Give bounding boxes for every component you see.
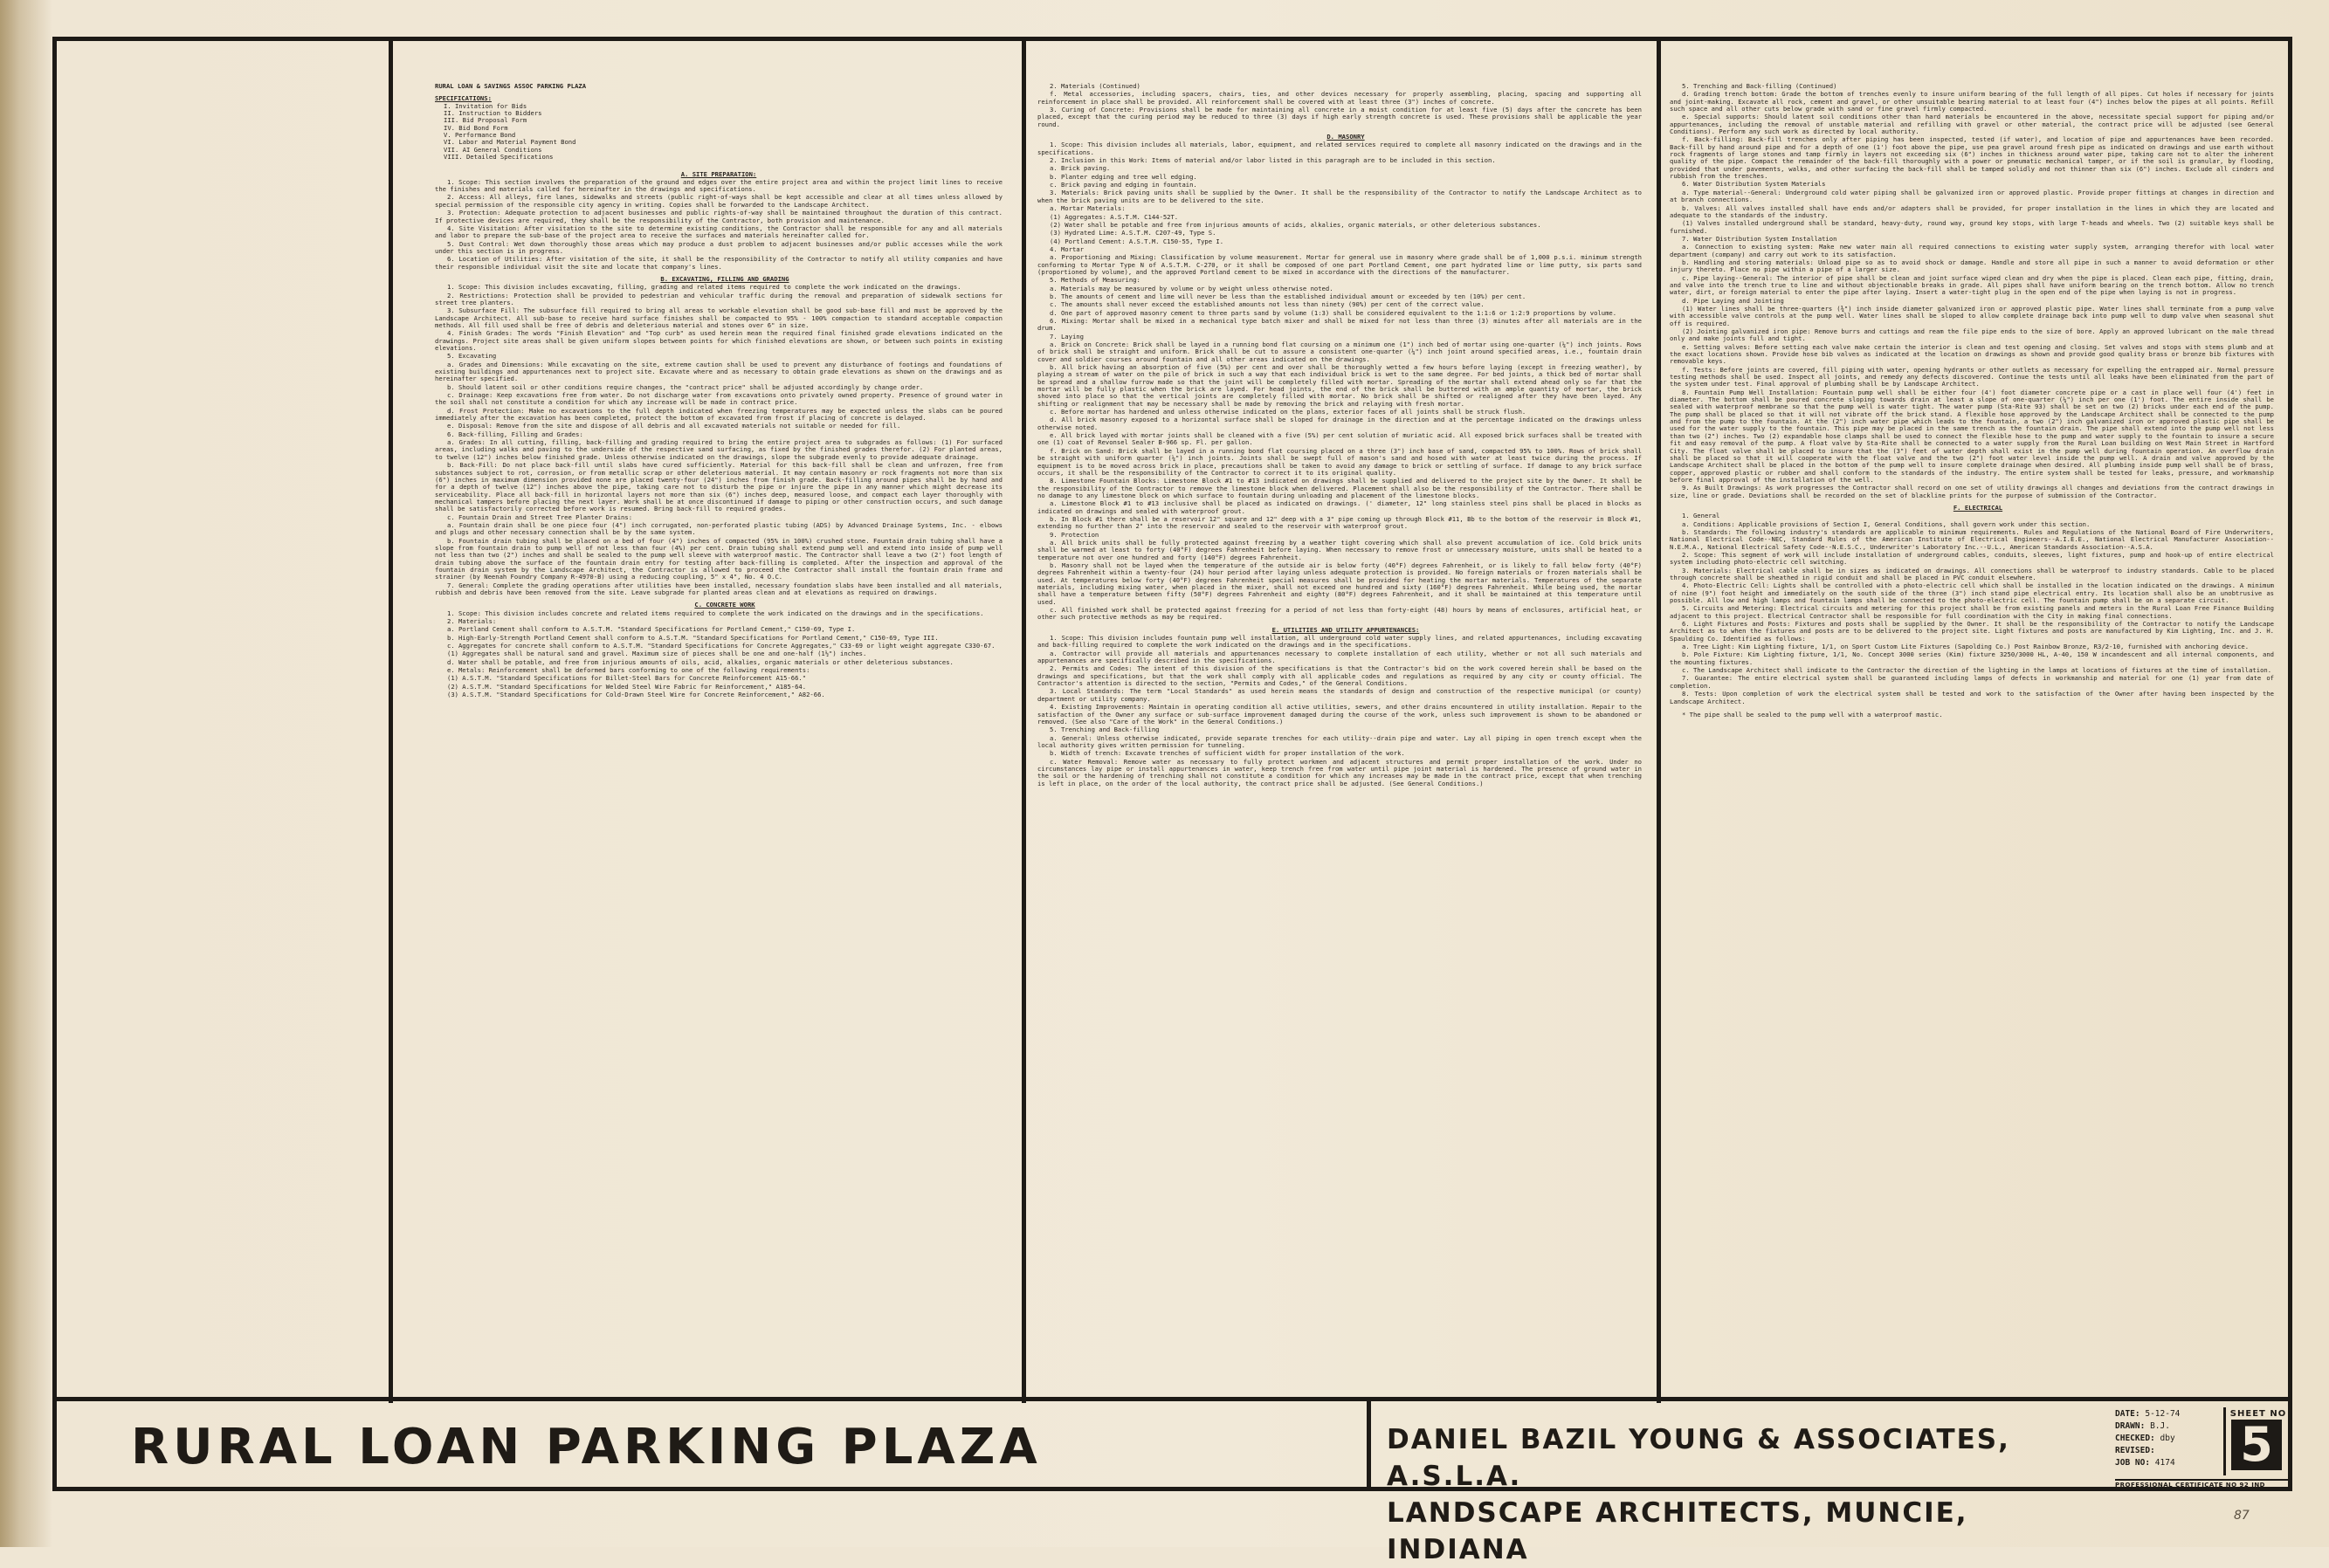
spec-paragraph: b. Back-Fill: Do not place back-fill until slabs have cured sufficiently. Material for this back-fill shall be clean and unfrozen, free from substances subject to rot, corrosion, or from metallic scrap or other deleterious material. It may contain masonry or rock fragments not more than six (6") inches in maximum dimension provided none are placed twenty-four (24") inches from finish grade. Back-filling around pipes shall be by hand and for a depth of twelve (12") inches above the pipe, taking care not to disturb the pipe or injure the pipe in any manner which might decrease its serviceability. Place all back-fill in horizontal layers not more than six (6") inches deep, measured loose, and compact each layer thoroughly with mechanical tampers before placing the next layer. Work shall be at once discontinued if damage to piping or other construction occurs, and such damage shall be satisfactorily corrected before work is resumed. Bring back-fill to required grades. <box>435 461 1003 513</box>
spec-index-list <box>435 103 1003 162</box>
spec-paragraph: b. Standards: The following industry's standards are applicable to minimum requirements. Rules and Regulations of the National Board of Fire Underwriters, National Electrical Code--NEC, Standard Rules of the American Institute of Electrical Engineers--A.I.E.E., National Electrical Manufacturer Association--N.E.M.A., National Electrical Safety Code--N.E.S.C., Underwriter's Laboratory Inc.--U.L., American Standards Association--A.S.A. <box>1670 527 2274 551</box>
spec-paragraph: (3) A.S.T.M. "Standard Specifications for Cold-Drawn Steel Wire for Concrete Reinforcement," A82-66. <box>447 691 825 699</box>
spec-body <box>435 179 1003 699</box>
spec-paragraph: C. CONCRETE WORK <box>694 601 755 609</box>
spec-paragraph: (4) Portland Cement: A.S.T.M. C150-55, Type I. <box>1050 237 1224 245</box>
spec-paragraph: d. Frost Protection: Make no excavations to the full depth indicated when freezing temperatures may be expected unless the slabs can be poured immediately after the excavation has been completed, protect the bottom of excavated from frost if placing of concrete is delayed. <box>435 406 1003 423</box>
spec-paragraph: a. Limestone Block #1 to #13 inclusive shall be placed as indicated on drawings. (' diameter, 12" long stainless steel pins shall be placed in blocks as indicated on drawings and sealed with waterproof grout. <box>1037 499 1642 515</box>
spec-paragraph: 3. Local Standards: The term "Local Standards" as used herein means the standards of design and construction of the respective municipal (or county) department or utility company. <box>1037 687 1642 703</box>
spec-paragraph: (2) Jointing galvanized iron pipe: Remove burrs and cuttings and ream the file pipe ends to the size of bore. Apply an approved lubricant on the male thread only and make joints full and tight. <box>1670 327 2274 343</box>
spec-paragraph: b. In Block #1 there shall be a reservoir 12" square and 12" deep with a 3" pipe coming up through Block #11, Bb to the bottom of the reservoir in Block #1, extending no further than 2" into the reservoir and sealed to the reservoir with waterproof grout. <box>1037 514 1642 531</box>
spec-paragraph: a. Brick paving. <box>1050 164 1111 173</box>
firm-name <box>1387 1421 2103 1568</box>
spec-paragraph: (1) Aggregates: A.S.T.M. C144-52T. <box>1050 212 1179 221</box>
spec-paragraph: (3) Hydrated Lime: A.S.T.M. C207-49, Type S. <box>1050 229 1216 237</box>
spec-paragraph: b. Width of trench: Excavate trenches of sufficient width for proper installation of the work. <box>1050 749 1405 758</box>
spec-paragraph: e. All brick layed with mortar joints shall be cleaned with a five (5%) per cent solution of muriatic acid. All exposed brick surfaces shall be treated with one (1) coat of Revonsel Sealer B-966 sp. Fl. per gallon. <box>1037 431 1642 447</box>
spec-paragraph: f. Brick on Sand: Brick shall be layed in a running bond flat coursing placed on a three (3") inch base of sand, compacted 95% to 100%. Rows of brick shall be straight with uniform quarter (¼") inch joints. Joints shall be swept full of mason's sand and hosed with water at least twice during the process. If equipment is to be moved across brick in place, precautions shall be taken to avoid any damage to brick or settling of surface. If damage to any brick surface occurs, it shall be the responsibility of the Contractor to correct it to its original quality. <box>1037 446 1642 477</box>
spec-paragraph: F. ELECTRICAL <box>1953 503 2003 512</box>
spec-paragraph: d. Grading trench bottom: Grade the bottom of trenches evenly to insure uniform bearing of the full length of all pipes. Cut holes if necessary for joints and joint-making. Excavate all rock, cement and gravel, or other unsuitable bearing material to at least four (4") inches below the pipes at all points. Refill such space and all other cuts below grade with sand or fine gravel firmly compacted. <box>1670 90 2274 113</box>
spec-paragraph: 4. Photo-Electric Cell: Lights shall be controlled with a photo-electric cell which shall be installed in the location indicated on the drawings. A minimum of nine (9") foot height and immediately on the south side of the three (3") inch stand pipe electrical entry. Its location shall also be an unobtrusive as possible. All low and high lamps and fountain lamps shall be connected to the photo-electric cell. The fountain pump shall be on a separate circuit. <box>1670 581 2274 605</box>
spec-paragraph: f. Back-filling: Back-fill trenches only after piping has been inspected, tested (if water), and location of pipe and appurtenances have been recorded. Back-fill by hand around pipe and for a depth of one (1') foot above the pipe, use pea gravel around fresh pipe as indicated on drawings and use earth without rock fragments of large stones and tamp firmly in layers not exceeding six (6") inches in thickness around water pipe, taking care not to alter the inherent quality of the pipe. Compact the remainder of the back-fill thoroughly with a power or pneumatic mechanical tamper, or if the soil is granular, by flooding, provided that under pavements, walks, and other surfacing the back-fill shall be tamped solidly and not thinner than six (6") inches. Exclude all cinders and rubbish from the trenches. <box>1670 135 2274 181</box>
spec-body <box>1037 83 1642 787</box>
revised-label: REVISED: <box>2115 1446 2155 1455</box>
spec-paragraph: c. Water Removal: Remove water as necessary to fully protect workmen and adjacent structures and permit proper installation of the work. Under no circumstances lay pipe or install appurtenances in water, keep trench free from water until pipe joint material is hardened. The presence of ground water in the soil or the hardening of trenching shall not constitute a condition for which any increases may be made in the contract price, except that when trenching is left in place, on the order of the local authority, the contract price shall be adjusted. (See General Conditions.) <box>1037 757 1642 787</box>
spec-paragraph: 8. Tests: Upon completion of work the electrical system shall be tested and work to the satisfaction of the Owner after having been inspected by the Landscape Architect. <box>1670 690 2274 705</box>
spec-paragraph: b. Planter edging and tree well edging. <box>1050 172 1197 181</box>
spec-paragraph: b. Handling and storing materials: Unload pipe so as to avoid shock or damage. Handle and store all pipe in such a manner to avoid deformation or other injury thereto. Place no pipe within a pipe of a larger size. <box>1670 258 2274 274</box>
spec-paragraph: 5. Dust Control: Wet down thoroughly those areas which may produce a dust problem to adjacent businesses and/or public accesses while the work under this section is in progress. <box>435 239 1003 255</box>
spec-paragraph: e. Special supports: Should latent soil conditions other than hard materials be encountered in the above, necessitate special support for piping and/or appurtenances, including the removal of unstable material and refilling with gravel or other material, the contract price will be adjusted (see General Conditions). Perform any such work as directed by local authority. <box>1670 113 2274 136</box>
spec-paragraph: 5. Trenching and Back-filling <box>1050 726 1160 734</box>
spec-paragraph: a. Materials may be measured by volume or by weight unless otherwise noted. <box>1050 284 1333 292</box>
title-divider <box>1367 1401 1371 1491</box>
spec-paragraph: c. Before mortar has hardened and unless otherwise indicated on the plans, exterior faces of all joints shall be struck flush. <box>1050 408 1526 416</box>
spec-body <box>1670 83 2274 705</box>
index-item: VI. Labor and Material Payment Bond <box>444 138 576 147</box>
index-item: VII. AI General Conditions <box>444 145 542 154</box>
drawn-value: B.J. <box>2150 1421 2170 1431</box>
spec-paragraph: 2. Materials (Continued) <box>1050 83 1140 90</box>
index-item: II. Instruction to Bidders <box>444 109 542 118</box>
spec-paragraph: c. The amounts shall never exceed the established amounts not less than ninety (90%) per cent of the correct value. <box>1050 300 1485 309</box>
spec-paragraph: 2. Restrictions: Protection shall be provided to pedestrian and vehicular traffic during the removal and preparation of sidewalk sections for street tree planters. <box>435 291 1003 306</box>
spec-paragraph: 6. Water Distribution System Materials <box>1682 180 1826 189</box>
spec-paragraph: f. Tests: Before joints are covered, fill piping with water, opening hydrants or other outlets as necessary for expelling the entrapped air. Normal pressure testing methods shall be used. Inspect all joints, and remedy any defects discovered. Continue the tests until all leaks have been eliminated from the part of the system under test. Final approval of plumbing shall be by Landscape Architect. <box>1670 365 2274 389</box>
spec-paragraph: a. Connection to existing system: Make new water main all required connections to existing water supply system, arranging therefor with local water department (company) and carry out work to its satisfaction. <box>1670 243 2274 258</box>
spec-paragraph: 8. Limestone Fountain Blocks: Limestone Block #1 to #13 indicated on drawings shall be supplied and delivered to the project site by the Owner. It shall be the responsibility of the Contractor to remove the limestone block when delivered. Placement shall also be the responsibility of the Contractor. There shall be no damage to any limestone block on which surface to fountain during unloading and placement of the limestone blocks. <box>1037 477 1642 499</box>
spec-paragraph: 5. Circuits and Metering: Electrical circuits and metering for this project shall be from existing panels and meters in the Rural Loan Free Finance Building adjacent to this project. Electrical Contractor shall be responsible for full coordination with the City in making final connections. <box>1670 604 2274 620</box>
date-value: 5-12-74 <box>2145 1409 2181 1419</box>
spec-paragraph: a. General: Unless otherwise indicated, provide separate trenches for each utility--drain pipe and water. Lay all piping in open trench except when the local authority gives written permission for tunneling. <box>1037 733 1642 749</box>
spec-paragraph: (1) A.S.T.M. "Standard Specifications for Billet-Steel Bars for Concrete Reinforcement A15-66." <box>447 674 807 683</box>
specifications-column-3 <box>1670 83 2274 1393</box>
spec-paragraph: 7. Water Distribution System Installation <box>1682 234 1837 243</box>
spec-paragraph: e. Metals: Reinforcement shall be deformed bars conforming to one of the following requirements: <box>447 666 810 675</box>
spec-paragraph: (1) Valves installed underground shall be standard, heavy-duty, round way, ground key stops, with large T-heads and wheels. Two (2) suitable keys shall be furnished. <box>1670 219 2274 235</box>
spec-paragraph: a. Contractor will provide all materials and appurtenances necessary to complete installation of each utility, whether or not all such materials and appurtenances are specifically described in the specifications. <box>1037 649 1642 665</box>
spec-paragraph: a. Fountain drain shall be one piece four (4") inch corrugated, non-perforated plastic tubing (ADS) by Advanced Drainage Systems, Inc. - elbows and plugs and other necessary connection shall be by the same system. <box>435 520 1003 537</box>
footnote: * The pipe shall be sealed to the pump well with a waterproof mastic. <box>1682 710 1943 719</box>
spec-paragraph: b. Pole Fixture: Kim Lighting fixture, 1/1, No. Concept 3000 series (Kim) fixture 3250/3000 HL, A-40, 150 W incandescent and all internal components, and the mounting fixtures. <box>1670 650 2274 666</box>
checked-label: CHECKED: <box>2115 1434 2155 1443</box>
spec-paragraph: 4. Existing Improvements: Maintain in operating condition all active utilities, sewers, and other drains encountered in utility installation. Repair to the satisfaction of the Owner any surface or sub-surface improvement damaged during the course of the work, unless such improvement is shown to be abandoned or removed. (See also "Care of the Work" in the General Conditions.) <box>1037 703 1642 726</box>
spec-paragraph: 2. Inclusion in this Work: Items of material and/or labor listed in this paragraph are to be included in this section. <box>1050 156 1496 165</box>
spec-paragraph: 2. Materials: <box>447 617 497 626</box>
spec-paragraph: 1. Scope: This division includes all materials, labor, equipment, and related services required to complete all masonry indicated on the drawings and in the specifications. <box>1037 141 1642 156</box>
spec-paragraph: a. Tree Light: Kim Lighting fixture, 1/1, on Sport Custom Lite Fixtures (Sapolding Co.) Post Rainbow Bronze, R3/2-10, furnished with anchoring device. <box>1682 643 2250 651</box>
spec-paragraph: 7. Guarantee: The entire electrical system shall be guaranteed including lamps of defects in workmanship and material for one (1) year from date of completion. <box>1670 674 2274 690</box>
spec-paragraph: 1. Scope: This division includes fountain pump well installation, all underground cold water supply lines, and related appurtenances, including excavating and back-filling required to complete the work indicated on the drawings and in the specifications. <box>1037 634 1642 650</box>
spec-paragraph: c. Aggregates for concrete shall conform to A.S.T.M. "Standard Specifications for Concrete Aggregates," C33-69 or light weight aggregate C330-67. <box>447 642 996 650</box>
spec-paragraph: 9. As Built Drawings: As work progresses the Contractor shall record on one set of utility drawings all changes and deviations from the contract drawings in size, line or grade. Deviations shall be recorded on the set of blackline prints for the purpose of submission of the Contractor. <box>1670 484 2274 499</box>
firm-line-2: LANDSCAPE ARCHITECTS, MUNCIE, INDIANA <box>1387 1497 1968 1565</box>
index-item: III. Bid Proposal Form <box>444 116 527 125</box>
spec-paragraph: d. Water shall be potable, and free from injurious amounts of oils, acid, alkalies, organic materials or other deleterious substances. <box>447 657 954 666</box>
spec-paragraph: 3. Materials: Brick paving units shall be supplied by the Owner. It shall be the responsibility of the Contractor to notify the Landscape Architect as to when the brick paving units are to be delivered to the site. <box>1037 189 1642 204</box>
spec-paragraph: 4. Mortar <box>1050 244 1084 253</box>
spec-paragraph: 4. Finish Grades: The words "Finish Elevation" and "Top curb" as used herein mean the required final finished grade elevations indicated on the drawings. Project site areas shall be given uniform slopes between points for which finished elevations are shown, or between such points in existing elevations. <box>435 329 1003 352</box>
spec-paragraph: 9. Protection <box>1050 530 1099 539</box>
spec-paragraph: 3. Curing of Concrete: Provisions shall be made for maintaining all concrete in a moist condition for at least five (5) days after the concrete has been placed, except that the curing period may be reduced to three (3) days if high early strength concrete is used. These provisions shall be applicable the year round. <box>1037 106 1642 128</box>
spec-paragraph: a. Grades: In all cutting, filling, back-filling and grading required to bring the entire project area to subgrades as follows: (1) For surfaced areas, including walks and paving to the underside of the respective sand surfacing, as fixed by the finished grades therefor. (2) For planted areas, to twelve (12") inches below finished grade. Unless otherwise indicated on the drawings, slope the subgrade evenly to provide adequate drainage. <box>435 438 1003 461</box>
spec-paragraph: 4. Site Visitation: After visitation to the site to determine existing conditions, the Contractor shall be responsible for any and all materials and labor to prepare the sub-base of the project area to receive the surfaces and materials hereinafter called for. <box>435 224 1003 240</box>
specifications-column-1 <box>435 83 1003 1393</box>
spec-paragraph: b. High-Early-Strength Portland Cement shall conform to A.S.T.M. "Standard Specifications for Portland Cement," C150-69, Type III. <box>447 633 939 642</box>
spec-paragraph: 5. Trenching and Back-filling (Continued) <box>1682 83 1837 90</box>
paper-edge <box>0 0 52 1547</box>
spec-paragraph: 1. Scope: This division includes concrete and related items required to complete the work indicated on the drawings and in the specifications. <box>447 609 984 617</box>
registration-line: PROFESSIONAL CERTIFICATE NO 92 IND <box>2115 1479 2290 1489</box>
spec-paragraph: a. Portland Cement shall conform to A.S.T.M. "Standard Specifications for Portland Cement," C150-69, Type I. <box>447 625 856 634</box>
spec-paragraph: 6. Mixing: Mortar shall be mixed in a mechanical type batch mixer and shall be mixed for not less than three (3) minutes after all materials are in the drum. <box>1037 316 1642 333</box>
spec-paragraph: 6. Light Fixtures and Posts: Fixtures and posts shall be supplied by the Owner. It shall be the responsibility of the Contractor to notify the Landscape Architect as to when the fixtures and posts are to be delivered to the project site. Light fixtures and posts are manufactured by Kim Lighting, Inc. and J. H. Spaulding Co. Identified as follows: <box>1670 620 2274 643</box>
spec-paragraph: e. Disposal: Remove from the site and dispose of all debris and all excavated materials not suitable or needed for fill. <box>447 422 901 430</box>
firm-line-1: DANIEL BAZIL YOUNG & ASSOCIATES, A.S.L.A. <box>1387 1424 2010 1492</box>
spec-paragraph: d. One part of approved masonry cement to three parts sand by volume (1:3) shall be considered equivalent to the 1:1:6 or 1:2:9 proportions by volume. <box>1050 308 1617 317</box>
spec-paragraph: a. All brick units shall be fully protected against freezing by a weather tight covering which shall also prevent accumulation of ice. Cold brick units shall be warmed at least to forty (40°F) degrees Fahrenheit before laying. When necessary to remove frost or unnecessary moisture, units shall be heated to a temperature not over one hundred and forty (140°F) degrees Fahrenheit. <box>1037 538 1642 561</box>
spec-paragraph: (1) Water lines shall be three-quarters (¾") inch inside diameter galvanized iron or approved plastic pipe. Water lines shall terminate from a pump valve with accessible valve controls at the pump well. Water lines shall be sloped to allow complete drainage back into pump well to dump valve when seasonal shut off is required. <box>1670 304 2274 327</box>
spec-paragraph: d. Pipe Laying and Jointing <box>1682 296 1784 305</box>
specifications-column-2 <box>1037 83 1642 1393</box>
spec-paragraph: 2. Access: All alleys, fire lanes, sidewalks and streets (public right-of-ways shall be kept accessible and clear at all times unless allowed by special permission of the responsible city agency in writing. Copies shall be forwarded to the Landscape Architect. <box>435 193 1003 209</box>
spec-paragraph: (1) Aggregates shall be natural sand and gravel. Maximum size of pieces shall be one and one-half (1½") inches. <box>447 650 867 658</box>
column-divider <box>1657 37 1661 1403</box>
spec-paragraph: a. Conditions: Applicable provisions of Section I, General Conditions, shall govern work under this section. <box>1682 519 2091 528</box>
spec-paragraph: B. EXCAVATING, FILLING AND GRADING <box>660 274 789 283</box>
spec-paragraph: c. Fountain Drain and Street Tree Planter Drains: <box>447 512 633 521</box>
section-heading: A. SITE PREPARATION: <box>680 170 757 179</box>
spec-paragraph: 5. Methods of Measuring: <box>1050 276 1140 285</box>
spec-paragraph: 6. Back-filling, Filling and Grades: <box>447 430 583 438</box>
spec-paragraph: c. Drainage: Keep excavations free from water. Do not discharge water from excavations onto privately owned property. Presence of ground water in the soil shall not constitute a condition for which any increase will be made in contract price. <box>435 391 1003 407</box>
spec-paragraph: a. Type material--General: Underground cold water piping shall be galvanized iron or approved plastic. Provide proper fittings at changes in direction and at branch connections. <box>1670 188 2274 204</box>
spec-paragraph: 3. Materials: Electrical cable shall be in sizes as indicated on drawings. All connections shall be waterproof to industry standards. Cable to be placed through concrete shall be sheathed in rigid conduit and shall be placed in PVC conduit elsewhere. <box>1670 566 2274 581</box>
spec-label: SPECIFICATIONS: <box>435 94 492 103</box>
spec-paragraph: 5. Excavating <box>447 352 497 361</box>
spec-paragraph: 2. Scope: This segment of work will include installation of underground cables, conduits, sleeves, light fixtures, pump and hook-up of entire electrical system including photo-electric cell switching. <box>1670 550 2274 567</box>
spec-paragraph: a. Mortar Materials: <box>1050 204 1126 213</box>
spec-paragraph: b. All brick having an absorption of five (5%) per cent and over shall be thoroughly wetted a few hours before laying (except in freezing weather), by playing a stream of water on the pile of brick in such a way that each individual brick is wet to the same degree. For bed joints, a thick bed of mortar shall be spread and a shallow furrow made so that the joint will be completely filled with mortar. Spreading of the mortar shall extend ahead only so far that the mortar will be fully plastic when the brick are layed. For head joints, the end of the brick shall be buttered with an ample quantity of mortar, the brick shoved into place so that the vertical joints are completely filled with mortar. No brick shall be shifted or realigned after they have been layed. Any shifting or realignment that may be necessary shall be made by removing the brick and relaying with fresh mortar. <box>1037 363 1642 408</box>
spec-paragraph: (2) Water shall be potable and free from injurious amounts of acids, alkalies, organic materials, or other deleterious substances. <box>1050 220 1541 229</box>
spec-paragraph: (2) A.S.T.M. "Standard Specifications for Welded Steel Wire Fabric for Reinforcement," A185-64. <box>447 682 807 691</box>
sheet-number-box <box>2223 1407 2288 1475</box>
spec-paragraph: c. All finished work shall be protected against freezing for a period of not less than forty-eight (48) hours by means of enclosures, artificial heat, or other such protective methods as may be required. <box>1037 606 1642 622</box>
index-item: IV. Bid Bond Form <box>444 123 508 132</box>
spec-paragraph: 1. General <box>1682 512 1720 520</box>
spec-paragraph: D. MASONRY <box>1326 133 1365 141</box>
spec-heading: RURAL LOAN & SAVINGS ASSOC PARKING PLAZA <box>435 83 587 90</box>
spec-paragraph: c. Brick paving and edging in fountain. <box>1050 181 1197 189</box>
corner-note: 87 <box>2234 1509 2250 1523</box>
index-item: I. Invitation for Bids <box>444 101 527 110</box>
spec-paragraph: b. Valves: All valves installed shall have ends and/or adapters shall be provided, for proper installation in the lines in which they are located and adequate to the standards of the industry. <box>1670 203 2274 219</box>
drawn-label: DRAWN: <box>2115 1421 2146 1431</box>
index-item: VIII. Detailed Specifications <box>444 153 554 162</box>
spec-paragraph: 6. Location of Utilities: After visitation of the site, it shall be the responsibility of the Contractor to notify all utility companies and have their responsible individual visit the site and locate that company's lines. <box>435 255 1003 271</box>
spec-paragraph: 8. Fountain Pump Well Installation: Fountain pump well shall be either four (4') foot diameter concrete pipe or a cast in place well four (4') feet in diameter. The bottom shall be poured concrete sloping towards drain at least a slope of one-quarter (¼") inch per one (1') foot. The entire inside shall be sealed with waterproof membrane so that the pump well is water tight. The water pump (Sta-Rite 93) shall be set on two (2) bricks under each end of the pump. The pump shall be placed so that it will not vibrate off the brick stand. A flexible hose approved by the Landscape Architect shall be connected to the pump and from the pump to the fountain. At the (2") inch water pipe which leads to the fountain, a two (2") inch galvanized iron or approved plastic pipe shall be used for the water supply to the fountain. This pipe may be placed in the same trench as the fountain drain. The pipe shall extend into the pump well not less than two (2") inches. Two (2) expandable hose clamps shall be used to connect the flexible hose to the pump and water supply to the fountain to insure a secure fit and easy removal of the pump. A float valve by Sta-Rite shall be connected to a water supply from the Rural Loan building on West Main Street in Hartford City. The float valve shall be placed to insure that the (3") feet of water depth shall exist in the pump well during fountain operation. An overflow drain shall be placed so that it will cooperate with the float valve and the two (2") foot water level inside the pump well. A drain and valve approved by the Landscape Architect shall be placed in the bottom of the pump well to insure complete drainage when desired. All plumbing inside pump well shall be of brass, copper, approved plastic or rubber and shall conform to the standards of the industry. The entire system shall be tested for leaks, pressure, and workmanship before final approval of the installation of the well. <box>1670 388 2274 484</box>
spec-paragraph: 3. Subsurface Fill: The subsurface fill required to bring all areas to workable elevation shall be good sub-base fill and must be approved by the Landscape Architect. All sub-base to receive hard surface finishes shall be compacted to 95% - 100% compaction to standard acceptable compaction methods. All fill used shall be free of debris and deleterious material and stones over 6" in size. <box>435 306 1003 329</box>
spec-paragraph: 1. Scope: This section involves the preparation of the ground and edges over the entire project area and within the project limit lines to receive the finishes and materials called for hereinafter in the drawings and specifications. <box>435 177 1003 194</box>
sheet-number-label: SHEET NO <box>2229 1409 2287 1419</box>
spec-paragraph: E. UTILITIES AND UTILITY APPURTENANCES: <box>1271 625 1420 634</box>
date-label: DATE: <box>2115 1409 2140 1419</box>
spec-paragraph: b. The amounts of cement and lime will never be less than the established individual amount or exceeded by ten (10%) per cent. <box>1050 292 1526 300</box>
spec-paragraph: a. Brick on Concrete: Brick shall be layed in a running bond flat coursing on a minimum one (1") inch bed of mortar using one-quarter (¼") inch joints. Rows of brick shall be straight and uniform. Brick shall be cut to assure a consistent one-quarter (¼") inch joint around specified areas, i.e., fountain drain cover and soldier courses around fountain and all other areas indicated on the drawings. <box>1037 340 1642 363</box>
project-title: RURAL LOAN PARKING PLAZA <box>131 1419 1042 1475</box>
spec-paragraph: f. Metal accessories, including spacers, chairs, ties, and other devices necessary for properly assembling, placing, spacing and supporting all reinforcement in place shall be provided. All reinforcement shall be covered with at least three (3") inches of concrete. <box>1037 90 1642 106</box>
column-divider <box>1022 37 1026 1403</box>
column-divider <box>389 37 393 1403</box>
spec-paragraph: b. Masonry shall not be layed when the temperature of the outside air is below forty (40°F) degrees Fahrenheit, or is likely to fall below forty (40°F) degrees Fahrenheit within a twenty-four (24) hour period after laying unless adequate protection is provided. No foreign materials or frozen materials shall be used. At temperatures below forty (40°F) degrees Fahrenheit special measures shall be provided for heating the mortar materials. Temperatures of the separate materials, including mixing water, when placed in the mixer, shall not exceed one hundred and sixty (160°F) degrees Fahrenheit. While being used, the mortar shall have a temperature between fifty (50°F) degrees Fahrenheit and eighty (80°F) degrees Fahrenheit, and it shall be maintained at this temperature until used. <box>1037 560 1642 606</box>
spec-paragraph: c. The Landscape Architect shall indicate to the Contractor the direction of the lighting in the lamps at locations of fixtures at the time of installation. <box>1682 666 2272 675</box>
spec-paragraph: b. Fountain drain tubing shall be placed on a bed of four (4") inches of compacted (95% in 100%) crushed stone. Fountain drain tubing shall have a slope from fountain drain to pump well of not less than four (4%) per cent. Drain tubing shall extend pump well and extend into inside of pump well not less than two (2") inches and shall be sealed to the pump well sleeve with waterproof mastic. The Contractor shall leave a two (2') foot length of drain tubing above the surface of the fountain drain entry for testing after back-filling is completed. After the inspection and approval of the fountain drain system by the Landscape Architect, the Contractor is allowed to proceed the Contractor shall install the fountain drain frame and strainer (by Neenah Foundry Company R-4970-B) using a reducing coupling, 5" x 4", No. 4 O.C. <box>435 536 1003 581</box>
spec-paragraph: 7. General: Complete the grading operations after utilities have been installed, necessary foundation slabs have been installed and all materials, rubbish and debris have been removed from the site. Leave subgrade for planted areas clean and at elevations as required on drawings. <box>435 581 1003 596</box>
spec-paragraph: 2. Permits and Codes: The intent of this division of the specifications is that the Contractor's bid on the work covered herein shall be based on the drawings and specifications, but that the work shall comply with all applicable codes and regulations as required by any city or county official. The Contractor's attention is directed to the section, "Permits and Codes," of the General Conditions. <box>1037 664 1642 688</box>
spec-paragraph: c. Pipe laying--General: The interior of pipe shall be clean and joint surface wiped clean and dry when the pipe is placed. Clean each pipe, fitting, drain, and valve into the trench true to line and without objectionable breaks in grade. All pipes shall have uniform bearing on the trench bottom. Allow no trench water, dirt, or foreign material to enter the pipe after laying. Insert a water-tight plug in the open end of the pipe when laying is not in progress. <box>1670 273 2274 297</box>
spec-paragraph: d. All brick masonry exposed to a horizontal surface shall be sloped for drainage in the direction and at the percentage indicated on the drawings unless otherwise noted. <box>1037 416 1642 431</box>
spec-paragraph: e. Setting valves: Before setting each valve make certain the interior is clean and test opening and closing. Set valves and stops with stems plumb and at the exact locations shown. Provide hose bib valves as indicated at the location on drawings as shown and provide good quality brass or bronze bib fixtures with removable keys. <box>1670 342 2274 366</box>
job-value: 4174 <box>2154 1458 2175 1468</box>
spec-paragraph: a. Proportioning and Mixing: Classification by volume measurement. Mortar for general use in masonry where grade shall be of 1,000 p.s.i. minimum strength conforming to Mortar Type N of A.S.T.M. C-270, or it shall be composed of one part Portland Cement, one part hydrated lime or lime putty, six parts sand (proportioned by volume), and the approved Portland cement to be mixed in accordance with the directions of the manufacturer. <box>1037 253 1642 276</box>
job-label: JOB NO: <box>2115 1458 2151 1468</box>
checked-value: dby <box>2160 1434 2175 1443</box>
index-item: V. Performance Bond <box>444 131 516 140</box>
spec-paragraph: 7. Laying <box>1050 332 1084 340</box>
spec-paragraph: 3. Protection: Adequate protection to adjacent businesses and public rights-of-way shall be maintained throughout the duration of this contract. If protective devices are required, they shall be the responsibility of the Contractor, both provision and maintenance. <box>435 209 1003 224</box>
sheet-number: 5 <box>2231 1420 2282 1470</box>
spec-paragraph: b. Should latent soil or other conditions require changes, the "contract price" shall be adjusted accordingly by change order. <box>447 382 924 391</box>
drawing-info <box>2115 1408 2218 1478</box>
spec-paragraph: 1. Scope: This division includes excavating, filling, grading and related items required to complete the work indicated on the drawings. <box>447 283 961 292</box>
spec-paragraph: a. Grades and Dimensions: While excavating on the site, extreme caution shall be used to prevent any disturbance of footings and foundations of existing buildings and appurtenances next to project site. Excavate where and as necessary to obtain grade elevations as shown on the drawings and as hereinafter specified. <box>435 360 1003 383</box>
